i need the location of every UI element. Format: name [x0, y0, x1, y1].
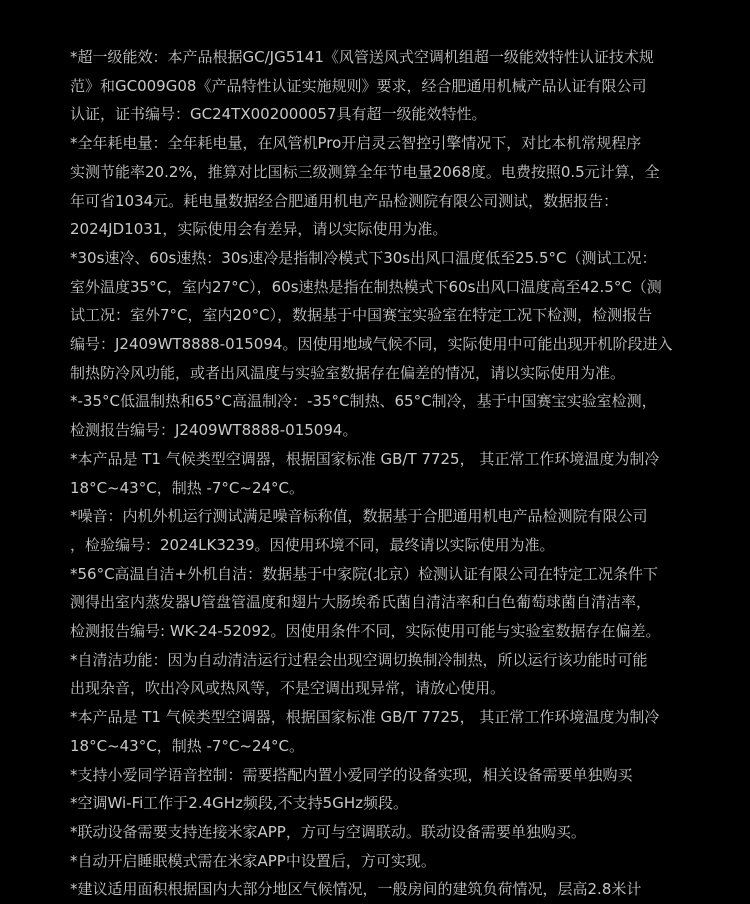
disclaimer-line: *超一级能效：本产品根据GC/JG5141《风管送风式空调机组超一级能效特性认证技术规 [70, 48, 654, 66]
disclaimer-line: *自动开启睡眠模式需在米家APP中设置后，方可实现。 [70, 851, 436, 870]
disclaimer-line: 试工况：室外7°C，室内20°C），数据基于中国赛宝实验室在特定工况下检测，检测报告 [70, 306, 653, 325]
disclaimer-line: *本产品是 T1 气候类型空调器，根据国家标准 GB/T 7725， 其正常工作环境温度为制冷 [70, 708, 660, 727]
disclaimer-line: *-35°C低温制热和65°C高温制冷：-35°C制热、65°C制冷，基于中国赛宝实验室检测， [70, 392, 657, 411]
disclaimer-line: *全年耗电量：全年耗电量，在风管机Pro开启灵云智控引擎情况下，对比本机常规程序 [70, 134, 642, 153]
disclaimer-line: *30s速冷、60s速热：30s速冷是指制冷模式下30s出风口温度低至25.5°C（测试工况： [70, 248, 657, 267]
disclaimer-line: *本产品是 T1 气候类型空调器，根据国家标准 GB/T 7725， 其正常工作环境温度为制冷 [70, 449, 660, 468]
disclaimer-line: 年可省1034元。耗电量数据经合肥通用机电产品检测院有限公司测试，数据报告： [70, 191, 619, 210]
disclaimer-line: 实测节能率20.2%，推算对比国标三级测算全年节电量2068度。电费按照0.5元计算，全 [70, 162, 660, 181]
disclaimer-line: *56°C高温自洁+外机自洁：数据基于中家院(北京）检测认证有限公司在特定工况条件下 [70, 564, 658, 583]
disclaimer-line: 2024JD1031，实际使用会有差异，请以实际使用为准。 [70, 220, 448, 239]
disclaimer-line: 制热防冷风功能，或者出风温度与实验室数据存在偏差的情况，请以实际使用为准。 [70, 363, 626, 382]
disclaimer-text-block [0, 43, 750, 904]
disclaimer-line: 认证，证书编号：GC24TX002000057具有超一级能效特性。 [70, 105, 487, 124]
disclaimer-line: *噪音：内机外机运行测试满足噪音标称值，数据基于合肥通用机电产品检测院有限公司 [70, 507, 648, 526]
disclaimer-line: 编号：J2409WT8888-015094。因使用地域气候不同，实际使用中可能出现开机阶段进入 [70, 335, 673, 354]
disclaimer-line: 检测报告编号: WK-24-52092。因使用条件不同，实际使用可能与实验室数据存在偏差。 [70, 622, 661, 641]
disclaimer-line: *建议适用面积根据国内大部分地区气候情况，一般房间的建筑负荷情况，层高2.8米计 [70, 880, 642, 899]
disclaimer-line: *空调Wi-Fi工作于2.4GHz频段,不支持5GHz频段。 [70, 794, 409, 813]
disclaimer-line: 范》和GC009G08《产品特性认证实施规则》要求，经合肥通用机械产品认证有限公司 [70, 76, 647, 95]
disclaimer-line: 检测报告编号：J2409WT8888-015094。 [70, 421, 358, 440]
disclaimer-line: 室外温度35°C，室内27°C），60s速热是指在制热模式下60s出风口温度高至42.5°C（测 [70, 277, 662, 296]
disclaimer-line: 18°C~43°C，制热 -7°C~24°C。 [70, 736, 305, 755]
disclaimer-line: *支持小爱同学语音控制：需要搭配内置小爱同学的设备实现，相关设备需要单独购买 [70, 765, 633, 784]
disclaimer-line: 测得出室内蒸发器U管盘管温度和翅片大肠埃希氏菌自清洁率和白色葡萄球菌自清洁率， [70, 593, 651, 612]
disclaimer-line: *自清洁功能：因为自动清洁运行过程会出现空调切换制冷制热，所以运行该功能时可能 [70, 650, 648, 669]
disclaimer-line: 18°C~43°C，制热 -7°C~24°C。 [70, 478, 305, 497]
disclaimer-line: 出现杂音，吹出冷风或热风等，不是空调出现异常，请放心使用。 [70, 679, 506, 698]
disclaimer-line: *联动设备需要支持连接米家APP，方可与空调联动。联动设备需要单独购买。 [70, 822, 586, 841]
disclaimer-line: ，检验编号：2024LK3239。因使用环境不同，最终请以实际使用为准。 [70, 535, 555, 554]
